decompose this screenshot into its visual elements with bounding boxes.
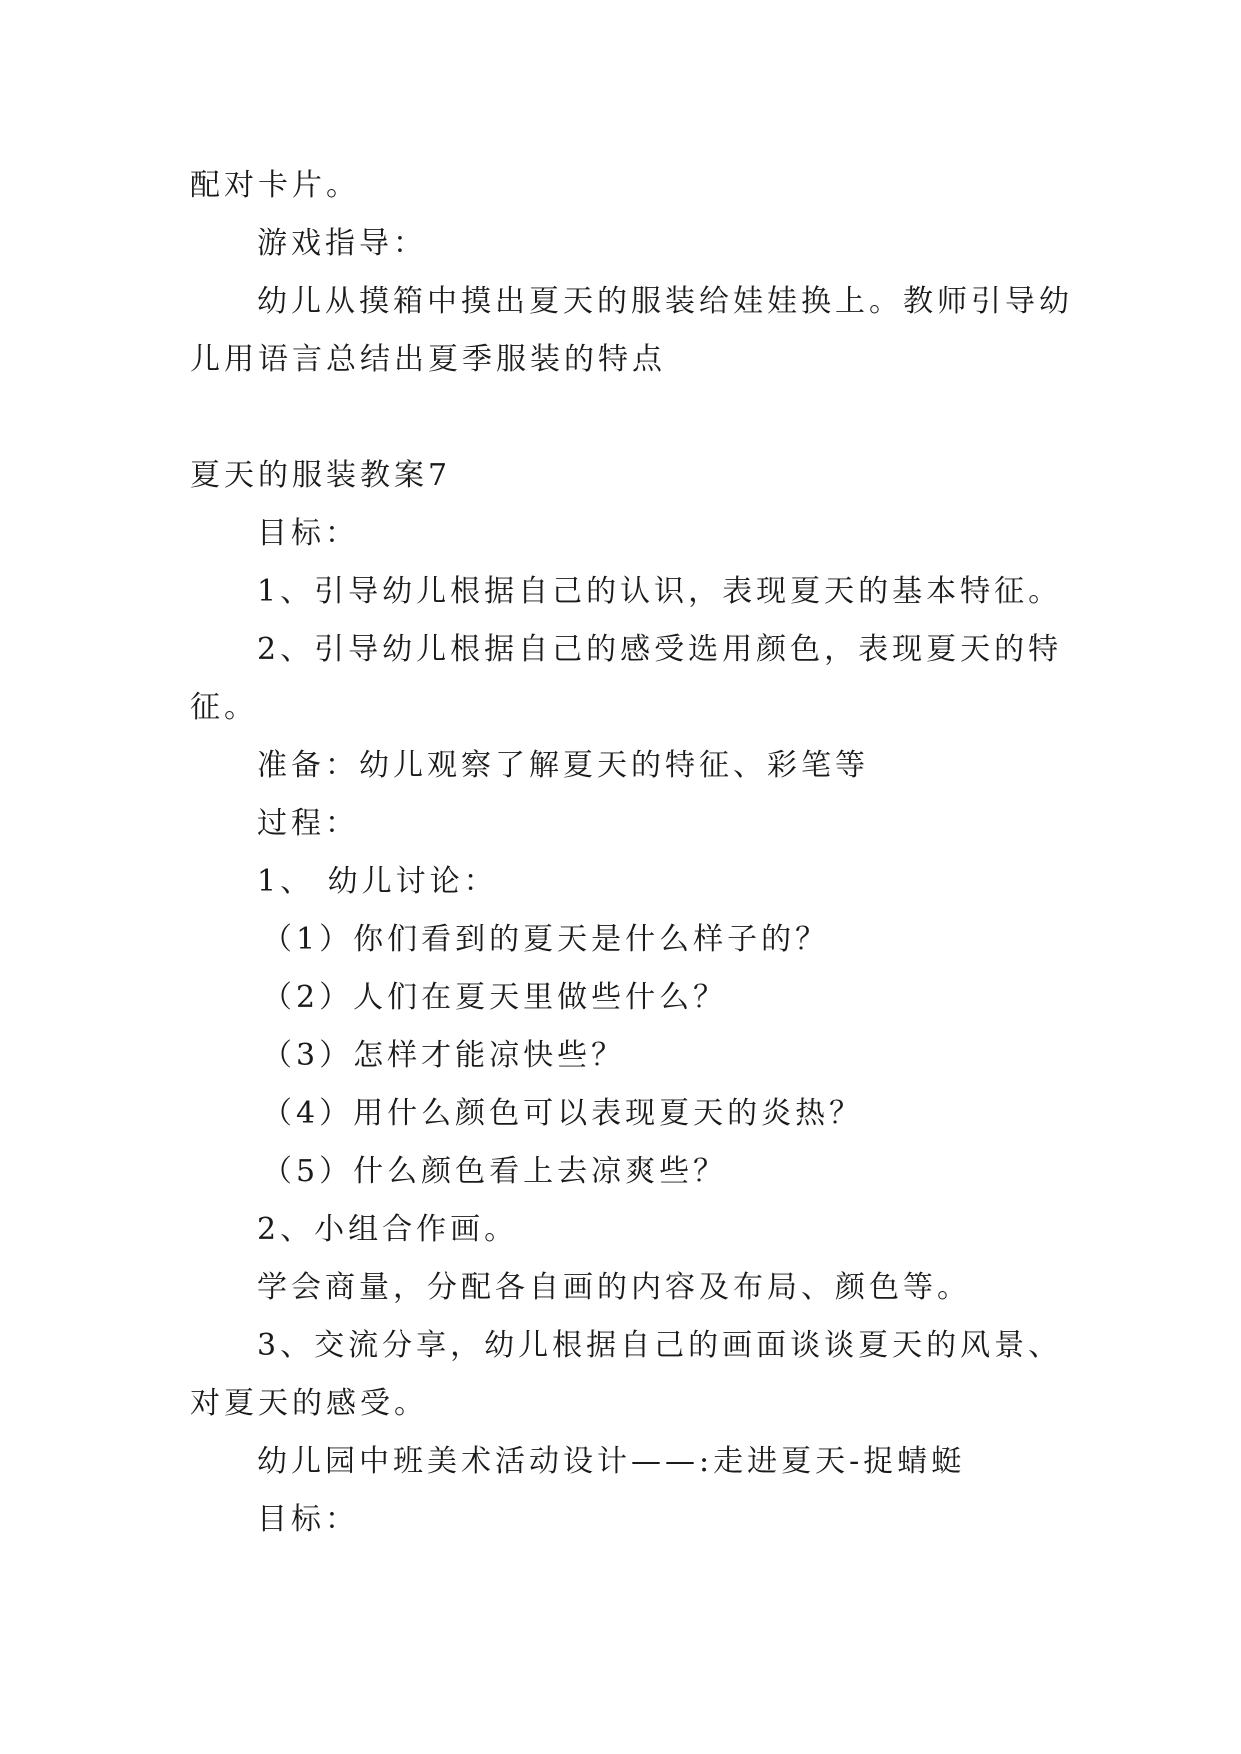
text-line: 1、引导幼儿根据自己的认识，表现夏天的基本特征。 xyxy=(257,574,1063,609)
text-line: 准备：幼儿观察了解夏天的特征、彩笔等 xyxy=(257,748,869,783)
text-line: 对夏天的感受。 xyxy=(190,1386,428,1421)
text-line: 学会商量，分配各自画的内容及布局、颜色等。 xyxy=(257,1270,971,1305)
text-line: 配对卡片。 xyxy=(190,168,360,203)
text-line: 儿用语言总结出夏季服装的特点 xyxy=(190,342,666,377)
list-item: （3）怎样才能凉快些？ xyxy=(262,1038,626,1073)
text-line: 2、引导幼儿根据自己的感受选用颜色，表现夏天的特 xyxy=(257,632,1063,667)
section-heading: 夏天的服装教案7 xyxy=(190,458,452,493)
list-item: （5）什么颜色看上去凉爽些？ xyxy=(262,1154,728,1189)
text-line: 幼儿从摸箱中摸出夏天的服装给娃娃换上。教师引导幼 xyxy=(257,284,1073,319)
list-item: （1）你们看到的夏天是什么样子的？ xyxy=(262,922,830,957)
text-line: 3、交流分享，幼儿根据自己的画面谈谈夏天的风景、 xyxy=(257,1328,1063,1363)
text-line: 征。 xyxy=(190,690,258,725)
text-line: 目标： xyxy=(257,1502,359,1537)
text-line: 2、小组合作画。 xyxy=(257,1212,519,1247)
list-item: （2）人们在夏天里做些什么？ xyxy=(262,980,728,1015)
text-line: 过程： xyxy=(257,806,359,841)
list-item: （4）用什么颜色可以表现夏天的炎热？ xyxy=(262,1096,864,1131)
text-line: 幼儿园中班美术活动设计——:走进夏天-捉蜻蜓 xyxy=(257,1444,966,1479)
text-line: 1、 幼儿讨论： xyxy=(257,864,498,899)
text-line: 游戏指导： xyxy=(257,226,427,261)
text-line: 目标： xyxy=(257,516,359,551)
